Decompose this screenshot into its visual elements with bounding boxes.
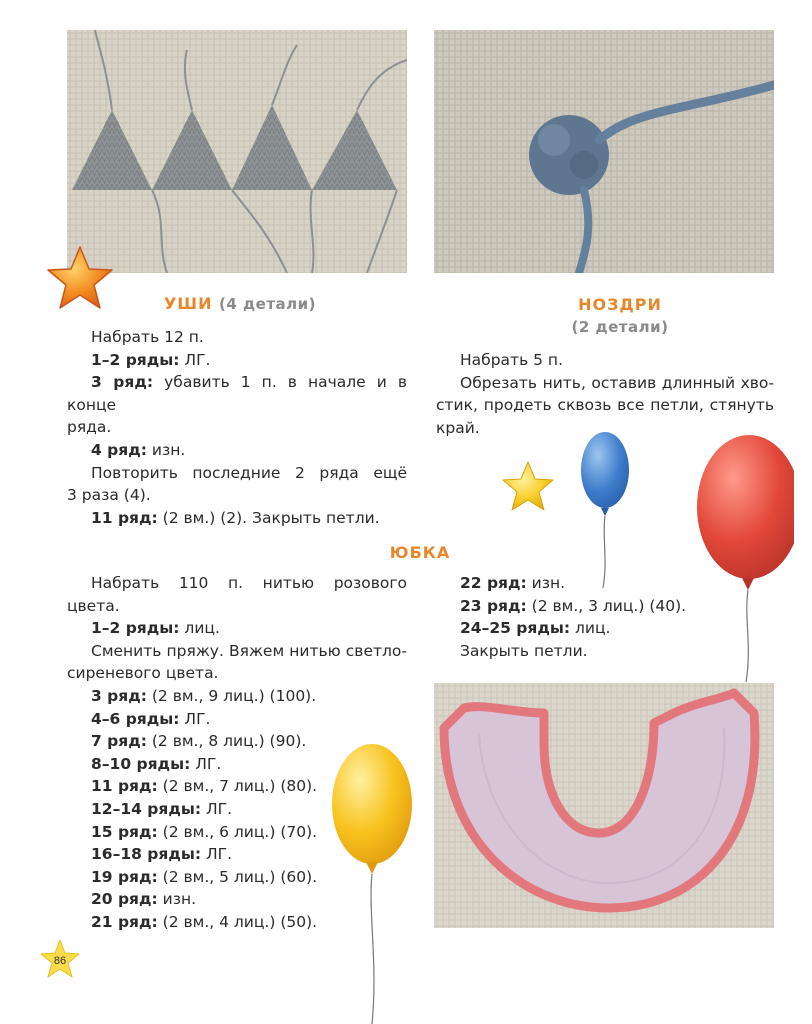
skirt-line: 15 ряд: (2 вм., 6 лиц.) (70). (91, 822, 318, 841)
ears-line: Набрать 12 п. (91, 328, 204, 346)
ears-line: 3 раза (4). (67, 486, 151, 505)
skirt-line: 1–2 ряды: лиц. (91, 619, 220, 638)
skirt-line: 20 ряд: изн. (91, 890, 197, 909)
ears-count: (4 детали) (219, 295, 317, 313)
skirt-line: 8–10 ряды: ЛГ. (91, 754, 222, 773)
skirt-instructions-right (460, 572, 700, 662)
nostrils-line: Обрезать нить, оставив длинный хво- (460, 373, 774, 392)
skirt-line: 4–6 ряды: ЛГ. (91, 709, 211, 728)
ears-title: УШИ (163, 294, 213, 313)
skirt-line: сиреневого цвета. (67, 664, 219, 683)
skirt-line: Закрыть петли. (460, 641, 588, 660)
nostrils-heading (520, 294, 720, 338)
star-icon (500, 460, 556, 512)
balloon-icon (578, 428, 638, 588)
skirt-line: 24–25 ряды: лиц. (460, 619, 611, 638)
skirt-line: 3 ряд: (2 вм., 9 лиц.) (100). (91, 686, 317, 705)
nostrils-instructions (436, 349, 774, 439)
balloon-icon (326, 742, 418, 1024)
ears-line: Повторить последние 2 ряда ещё (91, 463, 407, 482)
skirt-line: Набрать 110 п. нитью розового (91, 574, 407, 592)
skirt-line: 16–18 ряды: ЛГ. (91, 845, 233, 864)
nostrils-title: НОЗДРИ (578, 295, 662, 314)
skirt-heading (360, 543, 480, 562)
skirt-photo (434, 683, 774, 928)
nostrils-line: стик, продеть сквозь все петли, стянуть (436, 396, 774, 415)
skirt-line: 22 ряд: изн. (460, 574, 566, 592)
ears-instructions (67, 326, 407, 529)
ears-line: 1–2 ряды: ЛГ. (91, 350, 211, 369)
nostrils-line: край. (436, 418, 480, 437)
balloon-icon (694, 432, 794, 682)
skirt-line: 19 ряд: (2 вм., 5 лиц.) (60). (91, 867, 318, 886)
ears-line: ряда. (67, 418, 112, 437)
nostrils-line: Набрать 5 п. (460, 351, 563, 369)
ears-line: 4 ряд: изн. (91, 440, 186, 459)
ears-heading (120, 294, 360, 313)
nostril-photo (434, 30, 774, 273)
page-number: 86 (53, 955, 67, 967)
skirt-line: цвета. (67, 596, 120, 615)
skirt-title: ЮБКА (389, 543, 451, 562)
ears-photo (67, 30, 407, 273)
skirt-line: Сменить пряжу. Вяжем нитью светло- (91, 641, 407, 660)
star-icon (45, 245, 115, 311)
ears-line: 11 ряд: (2 вм.) (2). Закрыть петли. (91, 508, 380, 527)
nostrils-count: (2 детали) (571, 318, 669, 336)
skirt-line: 11 ряд: (2 вм., 7 лиц.) (80). (91, 777, 318, 796)
skirt-line: 21 ряд: (2 вм., 4 лиц.) (50). (91, 912, 318, 931)
skirt-line: 7 ряд: (2 вм., 8 лиц.) (90). (91, 732, 307, 751)
ears-line: 3 ряд: убавить 1 п. в начале и в конце (67, 373, 408, 414)
skirt-line: 12–14 ряды: ЛГ. (91, 799, 233, 818)
skirt-line: 23 ряд: (2 вм., 3 лиц.) (40). (460, 596, 687, 615)
